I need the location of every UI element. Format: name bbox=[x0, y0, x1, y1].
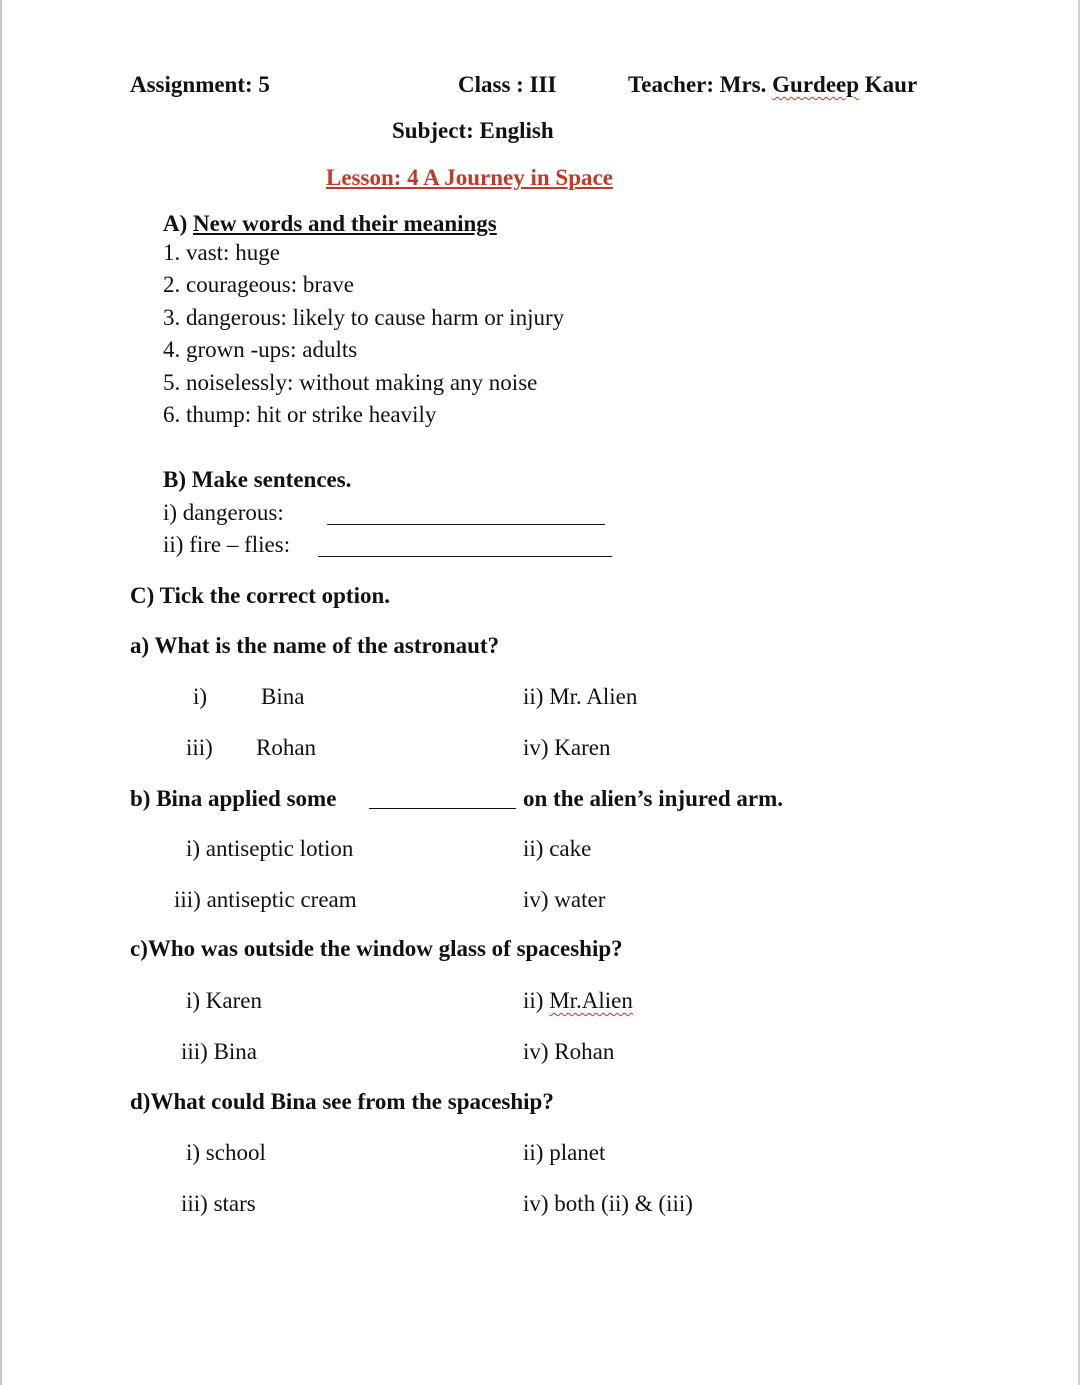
answer-line[interactable] bbox=[327, 524, 605, 525]
question-d: d)What could Bina see from the spaceship? bbox=[130, 1089, 554, 1114]
option-word: Mr.Alien bbox=[549, 988, 633, 1013]
option-text[interactable]: i) Karen bbox=[186, 988, 262, 1013]
option-text[interactable]: Bina bbox=[261, 684, 305, 709]
section-a-title: New words and their meanings bbox=[193, 211, 497, 236]
option-text[interactable]: iii) antiseptic cream bbox=[174, 887, 357, 912]
option-text[interactable]: i) school bbox=[186, 1140, 266, 1165]
question-b-end: on the alien’s injured arm. bbox=[523, 786, 784, 811]
option-text[interactable]: iii) stars bbox=[181, 1191, 256, 1216]
fill-in-blank[interactable] bbox=[369, 808, 516, 809]
option-number: i) bbox=[193, 684, 208, 709]
question-a: a) What is the name of the astronaut? bbox=[130, 633, 500, 658]
section-c-heading: C) Tick the correct option. bbox=[130, 583, 390, 608]
option-number: iii) bbox=[186, 735, 213, 760]
sentence-item-dangerous: i) dangerous: bbox=[163, 500, 284, 525]
teacher-first-name: Gurdeep bbox=[772, 72, 860, 97]
option-prefix: ii) bbox=[523, 988, 550, 1013]
lesson-title: Lesson: 4 A Journey in Space bbox=[326, 165, 613, 190]
word-meaning-item: 5. noiselessly: without making any noise bbox=[163, 370, 538, 395]
question-c: c)Who was outside the window glass of spaceship? bbox=[130, 936, 623, 961]
word-meaning-item: 4. grown -ups: adults bbox=[163, 337, 358, 362]
option-text[interactable]: iv) Karen bbox=[523, 735, 611, 760]
teacher-prefix: Teacher: Mrs. bbox=[628, 72, 773, 97]
word-meaning-item: 1. vast: huge bbox=[163, 240, 280, 265]
question-b-start: b) Bina applied some bbox=[130, 786, 337, 811]
option-text[interactable]: ii) Mr. Alien bbox=[523, 684, 638, 709]
teacher-last-name: Kaur bbox=[859, 72, 918, 97]
option-text[interactable] bbox=[523, 988, 633, 1014]
option-text[interactable]: iv) water bbox=[523, 887, 606, 912]
word-meaning-item: 6. thump: hit or strike heavily bbox=[163, 402, 437, 427]
option-text[interactable]: iii) Bina bbox=[181, 1039, 258, 1064]
option-text[interactable]: ii) planet bbox=[523, 1140, 606, 1165]
section-a-heading bbox=[163, 211, 497, 237]
word-meaning-item: 3. dangerous: likely to cause harm or injury bbox=[163, 305, 565, 330]
option-text[interactable]: ii) cake bbox=[523, 836, 592, 861]
word-meaning-item: 2. courageous: brave bbox=[163, 272, 354, 297]
assignment-number: Assignment: 5 bbox=[130, 72, 270, 97]
option-text[interactable]: Rohan bbox=[256, 735, 317, 760]
option-text[interactable]: iv) Rohan bbox=[523, 1039, 615, 1064]
subject-label: Subject: English bbox=[392, 118, 554, 143]
teacher-label bbox=[628, 72, 917, 98]
class-label: Class : III bbox=[458, 72, 557, 97]
option-text[interactable]: i) antiseptic lotion bbox=[186, 836, 354, 861]
section-b-heading: B) Make sentences. bbox=[163, 467, 352, 492]
page-left-edge bbox=[0, 0, 2, 1385]
sentence-item-fireflies: ii) fire – flies: bbox=[163, 532, 291, 557]
answer-line[interactable] bbox=[318, 556, 612, 557]
section-a-prefix: A) bbox=[163, 211, 194, 236]
option-text[interactable]: iv) both (ii) & (iii) bbox=[523, 1191, 693, 1216]
